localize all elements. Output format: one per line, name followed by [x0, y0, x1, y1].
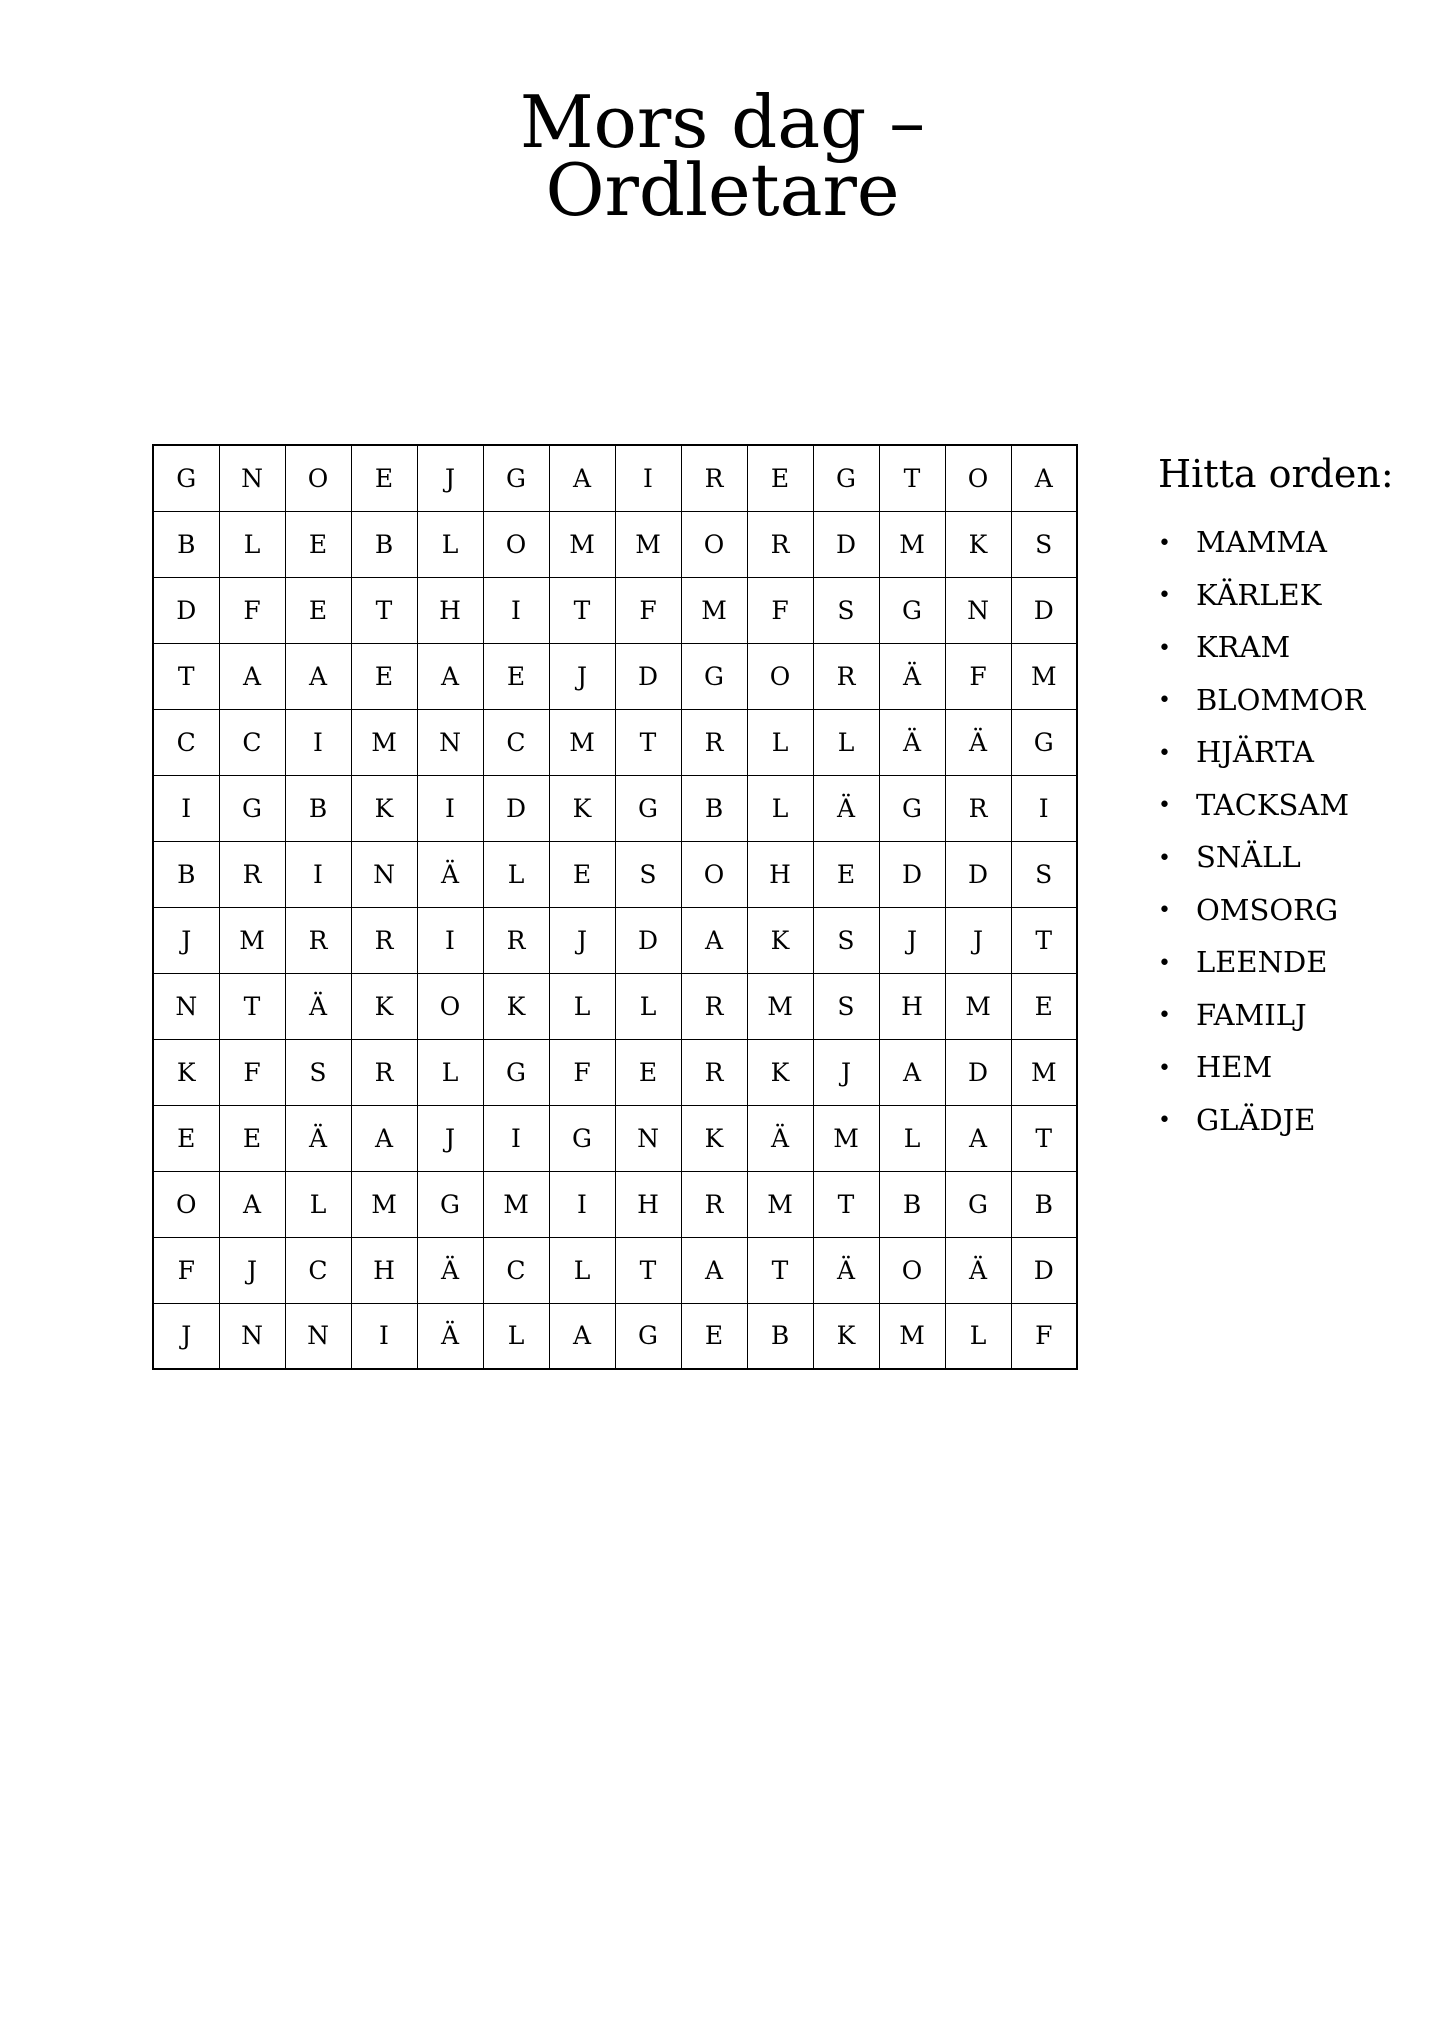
grid-cell[interactable]: R: [747, 511, 813, 577]
grid-cell[interactable]: H: [417, 577, 483, 643]
grid-cell[interactable]: M: [351, 709, 417, 775]
grid-cell[interactable]: D: [483, 775, 549, 841]
grid-cell[interactable]: G: [879, 775, 945, 841]
grid-cell[interactable]: M: [1011, 1039, 1077, 1105]
grid-cell[interactable]: A: [219, 643, 285, 709]
grid-cell[interactable]: K: [945, 511, 1011, 577]
grid-cell[interactable]: K: [153, 1039, 219, 1105]
grid-cell[interactable]: N: [417, 709, 483, 775]
grid-cell[interactable]: E: [351, 643, 417, 709]
grid-cell[interactable]: J: [945, 907, 1011, 973]
grid-cell[interactable]: H: [747, 841, 813, 907]
grid-row: [153, 1171, 1077, 1237]
word-label: MAMMA: [1196, 525, 1327, 559]
grid-cell[interactable]: Ä: [417, 1237, 483, 1303]
grid-cell[interactable]: M: [483, 1171, 549, 1237]
grid-cell[interactable]: O: [879, 1237, 945, 1303]
grid-cell[interactable]: J: [153, 1303, 219, 1369]
grid-cell[interactable]: M: [219, 907, 285, 973]
grid-cell[interactable]: I: [153, 775, 219, 841]
grid-cell[interactable]: I: [549, 1171, 615, 1237]
grid-cell[interactable]: T: [351, 577, 417, 643]
grid-cell[interactable]: S: [1011, 841, 1077, 907]
grid-cell[interactable]: R: [483, 907, 549, 973]
grid-cell[interactable]: T: [549, 577, 615, 643]
grid-cell[interactable]: B: [1011, 1171, 1077, 1237]
grid-cell[interactable]: T: [615, 1237, 681, 1303]
grid-cell[interactable]: I: [417, 775, 483, 841]
bullet-icon: •: [1158, 898, 1171, 924]
grid-cell[interactable]: R: [219, 841, 285, 907]
grid-cell[interactable]: L: [483, 1303, 549, 1369]
grid-cell[interactable]: E: [285, 577, 351, 643]
grid-cell[interactable]: Ä: [945, 1237, 1011, 1303]
page-title-line-1: Mors dag –: [519, 80, 926, 164]
bullet-icon: •: [1158, 1003, 1171, 1029]
grid-cell[interactable]: J: [879, 907, 945, 973]
grid-cell[interactable]: L: [879, 1105, 945, 1171]
bullet-icon: •: [1158, 635, 1171, 661]
grid-cell[interactable]: Ä: [417, 1303, 483, 1369]
grid-cell[interactable]: E: [681, 1303, 747, 1369]
grid-cell[interactable]: C: [285, 1237, 351, 1303]
grid-cell[interactable]: M: [615, 511, 681, 577]
page-title-line-2: Ordletare: [545, 148, 900, 232]
word-list-item: [1158, 726, 1438, 779]
word-label: LEENDE: [1196, 945, 1328, 979]
word-list-item: [1158, 884, 1438, 937]
grid-cell[interactable]: I: [417, 907, 483, 973]
grid-row: [153, 1303, 1077, 1369]
word-list-item: [1158, 1094, 1438, 1147]
word-list-item: [1158, 621, 1438, 674]
grid-cell[interactable]: K: [681, 1105, 747, 1171]
grid-cell[interactable]: E: [813, 841, 879, 907]
grid-cell[interactable]: S: [615, 841, 681, 907]
grid-cell[interactable]: T: [879, 445, 945, 511]
bullet-icon: •: [1158, 583, 1171, 609]
grid-cell[interactable]: F: [615, 577, 681, 643]
grid-cell[interactable]: G: [615, 775, 681, 841]
grid-cell[interactable]: A: [945, 1105, 1011, 1171]
grid-cell[interactable]: K: [549, 775, 615, 841]
grid-cell[interactable]: T: [615, 709, 681, 775]
grid-cell[interactable]: G: [417, 1171, 483, 1237]
grid-cell[interactable]: M: [945, 973, 1011, 1039]
grid-cell[interactable]: F: [219, 577, 285, 643]
grid-cell[interactable]: C: [483, 709, 549, 775]
grid-cell[interactable]: E: [285, 511, 351, 577]
grid-cell[interactable]: B: [153, 841, 219, 907]
grid-cell[interactable]: A: [417, 643, 483, 709]
grid-cell[interactable]: E: [1011, 973, 1077, 1039]
bullet-icon: •: [1158, 793, 1171, 819]
grid-cell[interactable]: B: [681, 775, 747, 841]
grid-cell[interactable]: L: [219, 511, 285, 577]
grid-cell[interactable]: K: [351, 775, 417, 841]
grid-cell[interactable]: M: [549, 709, 615, 775]
grid-row: [153, 841, 1077, 907]
grid-cell[interactable]: J: [549, 907, 615, 973]
word-list-item: [1158, 779, 1438, 832]
grid-cell[interactable]: D: [153, 577, 219, 643]
grid-cell[interactable]: K: [483, 973, 549, 1039]
grid-cell[interactable]: N: [219, 445, 285, 511]
grid-cell[interactable]: G: [879, 577, 945, 643]
bullet-icon: •: [1158, 950, 1171, 976]
word-list-item: [1158, 831, 1438, 884]
grid-row: [153, 445, 1077, 511]
word-label: GLÄDJE: [1196, 1102, 1316, 1137]
grid-cell[interactable]: D: [615, 907, 681, 973]
grid-cell[interactable]: S: [813, 907, 879, 973]
grid-cell[interactable]: H: [615, 1171, 681, 1237]
bullet-icon: •: [1158, 1055, 1171, 1081]
grid-cell[interactable]: E: [153, 1105, 219, 1171]
grid-cell[interactable]: L: [549, 1237, 615, 1303]
word-list-title: Hitta orden:: [1158, 452, 1394, 496]
grid-cell[interactable]: E: [615, 1039, 681, 1105]
word-list-item: [1158, 1041, 1438, 1094]
grid-cell[interactable]: F: [153, 1237, 219, 1303]
bullet-icon: •: [1158, 688, 1171, 714]
grid-cell[interactable]: B: [879, 1171, 945, 1237]
grid-cell[interactable]: O: [153, 1171, 219, 1237]
grid-row: [153, 907, 1077, 973]
grid-cell[interactable]: K: [747, 907, 813, 973]
grid-cell[interactable]: G: [483, 445, 549, 511]
word-list-item: [1158, 674, 1438, 727]
grid-cell[interactable]: Ä: [879, 643, 945, 709]
grid-cell[interactable]: R: [681, 1039, 747, 1105]
grid-cell[interactable]: G: [549, 1105, 615, 1171]
grid-cell[interactable]: S: [285, 1039, 351, 1105]
grid-cell[interactable]: O: [945, 445, 1011, 511]
word-label: KRAM: [1196, 630, 1291, 664]
grid-cell[interactable]: J: [219, 1237, 285, 1303]
grid-cell[interactable]: T: [1011, 907, 1077, 973]
grid-cell[interactable]: Ä: [813, 775, 879, 841]
grid-row: [153, 709, 1077, 775]
grid-cell[interactable]: B: [285, 775, 351, 841]
grid-row: [153, 1039, 1077, 1105]
grid-cell[interactable]: I: [285, 841, 351, 907]
word-label: OMSORG: [1196, 892, 1339, 927]
grid-cell[interactable]: D: [945, 1039, 1011, 1105]
grid-cell[interactable]: B: [747, 1303, 813, 1369]
grid-cell[interactable]: S: [1011, 511, 1077, 577]
grid-cell[interactable]: J: [813, 1039, 879, 1105]
word-list-item: [1158, 936, 1438, 989]
grid-cell[interactable]: C: [483, 1237, 549, 1303]
grid-cell[interactable]: O: [747, 643, 813, 709]
grid-cell[interactable]: D: [1011, 1237, 1077, 1303]
word-label: SNÄLL: [1196, 840, 1301, 874]
grid-cell[interactable]: N: [285, 1303, 351, 1369]
grid-cell[interactable]: A: [1011, 445, 1077, 511]
grid-cell[interactable]: I: [615, 445, 681, 511]
grid-cell[interactable]: J: [549, 643, 615, 709]
grid-cell[interactable]: R: [681, 1171, 747, 1237]
grid-cell[interactable]: J: [417, 1105, 483, 1171]
grid-cell[interactable]: M: [549, 511, 615, 577]
word-list-item: [1158, 989, 1438, 1042]
grid-cell[interactable]: M: [1011, 643, 1077, 709]
grid-cell[interactable]: F: [747, 577, 813, 643]
grid-cell[interactable]: L: [945, 1303, 1011, 1369]
grid-cell[interactable]: R: [681, 973, 747, 1039]
grid-cell[interactable]: M: [351, 1171, 417, 1237]
word-search-grid-body: [153, 445, 1077, 1369]
grid-cell[interactable]: B: [351, 511, 417, 577]
grid-cell[interactable]: S: [813, 973, 879, 1039]
word-search-grid: [152, 444, 1078, 1370]
grid-cell[interactable]: M: [879, 511, 945, 577]
word-label: HJÄRTA: [1196, 735, 1314, 769]
grid-cell[interactable]: O: [681, 841, 747, 907]
grid-cell[interactable]: H: [351, 1237, 417, 1303]
grid-cell[interactable]: K: [351, 973, 417, 1039]
grid-cell[interactable]: J: [417, 445, 483, 511]
grid-cell[interactable]: R: [351, 907, 417, 973]
grid-cell[interactable]: I: [351, 1303, 417, 1369]
grid-cell[interactable]: G: [945, 1171, 1011, 1237]
grid-row: [153, 775, 1077, 841]
grid-cell[interactable]: F: [945, 643, 1011, 709]
grid-cell[interactable]: G: [615, 1303, 681, 1369]
grid-cell[interactable]: L: [483, 841, 549, 907]
grid-cell[interactable]: O: [417, 973, 483, 1039]
grid-cell[interactable]: K: [747, 1039, 813, 1105]
grid-cell[interactable]: O: [285, 445, 351, 511]
bullet-icon: •: [1158, 845, 1171, 871]
grid-cell[interactable]: Ä: [747, 1105, 813, 1171]
grid-cell[interactable]: Ä: [417, 841, 483, 907]
bullet-icon: •: [1158, 530, 1171, 556]
grid-cell[interactable]: C: [219, 709, 285, 775]
grid-cell[interactable]: D: [813, 511, 879, 577]
grid-row: [153, 1237, 1077, 1303]
grid-cell[interactable]: N: [153, 973, 219, 1039]
grid-cell[interactable]: Ä: [285, 973, 351, 1039]
grid-cell[interactable]: E: [549, 841, 615, 907]
grid-cell[interactable]: G: [813, 445, 879, 511]
grid-cell[interactable]: D: [945, 841, 1011, 907]
grid-row: [153, 577, 1077, 643]
grid-cell[interactable]: N: [351, 841, 417, 907]
grid-cell[interactable]: C: [153, 709, 219, 775]
grid-cell[interactable]: G: [681, 643, 747, 709]
grid-cell[interactable]: K: [813, 1303, 879, 1369]
grid-cell[interactable]: Ä: [813, 1237, 879, 1303]
grid-cell[interactable]: F: [219, 1039, 285, 1105]
grid-cell[interactable]: R: [681, 709, 747, 775]
grid-cell[interactable]: A: [219, 1171, 285, 1237]
grid-cell[interactable]: L: [549, 973, 615, 1039]
grid-cell[interactable]: L: [417, 1039, 483, 1105]
grid-cell[interactable]: M: [879, 1303, 945, 1369]
grid-cell[interactable]: T: [219, 973, 285, 1039]
grid-cell[interactable]: O: [681, 511, 747, 577]
grid-cell[interactable]: Ä: [285, 1105, 351, 1171]
grid-cell[interactable]: I: [1011, 775, 1077, 841]
grid-row: [153, 973, 1077, 1039]
grid-cell[interactable]: L: [417, 511, 483, 577]
grid-row: [153, 643, 1077, 709]
grid-cell[interactable]: R: [351, 1039, 417, 1105]
grid-cell[interactable]: Ä: [879, 709, 945, 775]
grid-cell[interactable]: R: [285, 907, 351, 973]
bullet-icon: •: [1158, 740, 1171, 766]
grid-cell[interactable]: A: [681, 1237, 747, 1303]
word-list: [1158, 516, 1438, 1146]
word-list-item: [1158, 569, 1438, 622]
grid-cell[interactable]: D: [615, 643, 681, 709]
grid-cell[interactable]: D: [879, 841, 945, 907]
grid-cell[interactable]: I: [483, 577, 549, 643]
grid-cell[interactable]: M: [747, 1171, 813, 1237]
bullet-icon: •: [1158, 1108, 1171, 1134]
grid-cell[interactable]: F: [1011, 1303, 1077, 1369]
grid-cell[interactable]: R: [813, 643, 879, 709]
grid-cell[interactable]: I: [285, 709, 351, 775]
grid-cell[interactable]: T: [813, 1171, 879, 1237]
grid-cell[interactable]: A: [681, 907, 747, 973]
grid-cell[interactable]: J: [153, 907, 219, 973]
grid-cell[interactable]: N: [945, 577, 1011, 643]
grid-cell[interactable]: G: [219, 775, 285, 841]
grid-cell[interactable]: H: [879, 973, 945, 1039]
grid-cell[interactable]: Ä: [945, 709, 1011, 775]
word-label: BLOMMOR: [1196, 682, 1366, 717]
grid-cell[interactable]: T: [153, 643, 219, 709]
grid-cell[interactable]: G: [153, 445, 219, 511]
word-label: HEM: [1196, 1050, 1273, 1084]
grid-cell[interactable]: M: [813, 1105, 879, 1171]
grid-cell[interactable]: L: [747, 775, 813, 841]
grid-cell[interactable]: N: [219, 1303, 285, 1369]
word-list-item: [1158, 516, 1438, 569]
grid-cell[interactable]: G: [1011, 709, 1077, 775]
grid-cell[interactable]: N: [615, 1105, 681, 1171]
grid-cell[interactable]: E: [483, 643, 549, 709]
grid-cell[interactable]: B: [153, 511, 219, 577]
word-label: FAMILJ: [1196, 997, 1307, 1032]
grid-cell[interactable]: E: [219, 1105, 285, 1171]
grid-cell[interactable]: A: [549, 445, 615, 511]
grid-cell[interactable]: L: [747, 709, 813, 775]
grid-cell[interactable]: S: [813, 577, 879, 643]
grid-cell[interactable]: R: [945, 775, 1011, 841]
grid-cell[interactable]: M: [747, 973, 813, 1039]
grid-cell[interactable]: A: [879, 1039, 945, 1105]
grid-cell[interactable]: L: [813, 709, 879, 775]
grid-cell[interactable]: I: [483, 1105, 549, 1171]
grid-cell[interactable]: R: [681, 445, 747, 511]
grid-cell[interactable]: O: [483, 511, 549, 577]
word-label: KÄRLEK: [1196, 577, 1322, 612]
grid-cell[interactable]: L: [285, 1171, 351, 1237]
grid-cell[interactable]: E: [351, 445, 417, 511]
word-list-panel: [1158, 452, 1438, 1146]
grid-cell[interactable]: T: [1011, 1105, 1077, 1171]
grid-cell[interactable]: A: [285, 643, 351, 709]
grid-cell[interactable]: T: [747, 1237, 813, 1303]
page-title: [0, 80, 1445, 232]
grid-cell[interactable]: E: [747, 445, 813, 511]
grid-cell[interactable]: D: [1011, 577, 1077, 643]
grid-cell[interactable]: L: [615, 973, 681, 1039]
grid-row: [153, 1105, 1077, 1171]
grid-cell[interactable]: G: [483, 1039, 549, 1105]
grid-cell[interactable]: M: [681, 577, 747, 643]
word-label: TACKSAM: [1196, 787, 1350, 822]
grid-cell[interactable]: A: [351, 1105, 417, 1171]
grid-row: [153, 511, 1077, 577]
grid-cell[interactable]: A: [549, 1303, 615, 1369]
grid-cell[interactable]: F: [549, 1039, 615, 1105]
